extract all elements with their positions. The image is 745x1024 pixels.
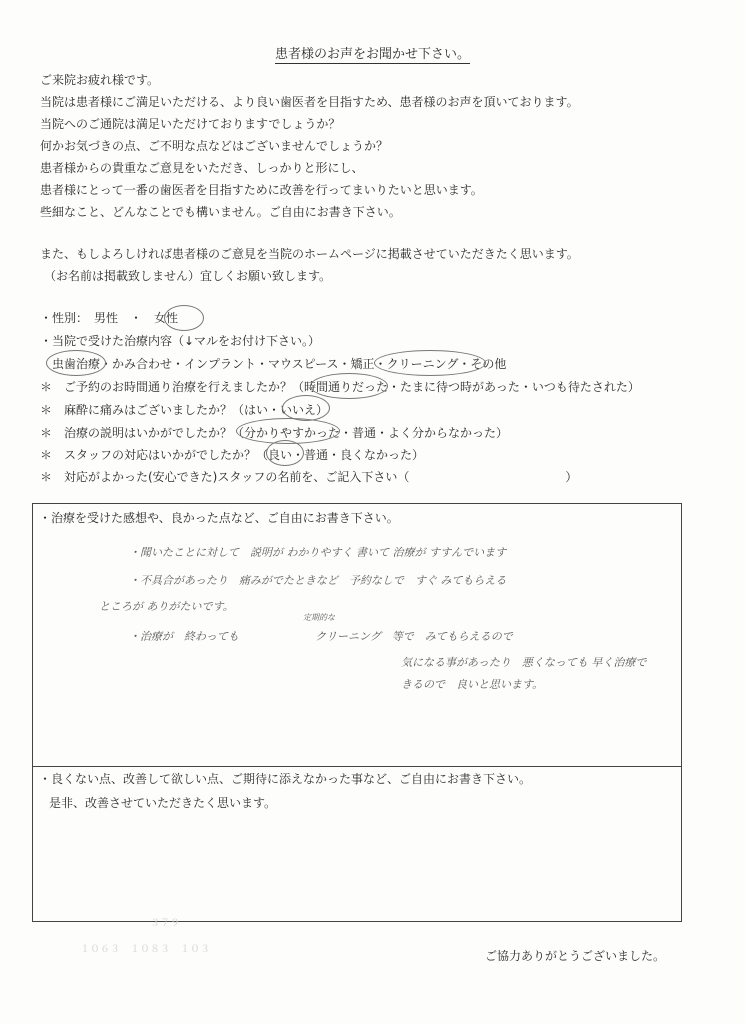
staff-name-question: ＊ 対応がよかった(安心できた)スタッフの名前を、ご記入下さい（ ） — [40, 470, 578, 484]
appointment-question: ＊ ご予約のお時間通り治療を行えましたか？（時間通りだった・たまに待つ時があった・いつも待たされた） — [40, 380, 640, 394]
intro-line-5: 患者様からの貴重なご意見をいただき、しっかりと形にし、 — [40, 161, 364, 175]
intro-line-6: 患者様にとって一番の歯医者を目指すために改善を行ってまいりたいと思います。 — [40, 183, 483, 197]
intro-line-1: ご来院お疲れ様です。 — [40, 73, 160, 87]
handwritten-line: きるので 良いと思います。 — [401, 678, 544, 691]
publish-line-1: また、もしよろしければ患者様のご意見を当院のホームページに掲載させていただきたく思います。 — [40, 247, 579, 261]
handwritten-line: 気になる事があったり 悪くなっても 早く治療で — [401, 656, 647, 669]
handwritten-line: ・不具合があったり 痛みがでたときなど 予約なしで すぐ みてもらえる — [129, 574, 507, 587]
handwritten-line: ところが ありがたいです。 — [99, 600, 234, 613]
appointment-answer-circle — [310, 373, 388, 399]
treatment-circle-cleaning — [374, 350, 486, 376]
gender-answer-circle — [164, 305, 204, 331]
gender-question: ・性別： 男性 ・ 女性 — [40, 311, 179, 325]
intro-line-2: 当院は患者様にご満足いただける、より良い歯医者を目指すため、患者様のお声を頂いております。 — [40, 95, 579, 109]
intro-line-3: 当院へのご通院は満足いただけておりますでしょうか？ — [40, 117, 341, 131]
explanation-question: ＊ 治療の説明はいかがでしたか？（分かりやすかった・普通・よく分からなかった） — [40, 426, 509, 440]
handwritten-note: 定期的な — [303, 613, 335, 622]
treatment-options: 虫歯治療・かみ合わせ・インプラント・マウスピース・矯正・クリーニング・その他 — [52, 357, 507, 371]
faint-show-through-mark: ３７９ — [150, 918, 180, 929]
comment-box-good[interactable] — [32, 503, 682, 767]
staff-answer-circle — [266, 440, 304, 466]
faint-show-through-mark: １０６３ １０８３ １０３ — [80, 944, 210, 955]
closing-thanks: ご協力ありがとうございました。 — [485, 949, 666, 963]
comment-box-good-heading: ・治療を受けた感想や、良かった点など、ご自由にお書き下さい。 — [39, 511, 399, 525]
handwritten-line: クリーニング 等で みてもらえるので — [315, 630, 513, 643]
anesthesia-question: ＊ 麻酔に痛みはございましたか？（はい・いいえ） — [40, 403, 329, 417]
treatment-heading: ・当院で受けた治療内容（↓マルをお付け下さい。） — [40, 334, 321, 348]
comment-box-improve[interactable] — [32, 765, 682, 922]
handwritten-line: ・聞いたことに対して 説明が わかりやすく 書いて 治療が すすんでいます — [129, 546, 507, 559]
comment-box-improve-line-1: ・良くない点、改善して欲しい点、ご期待に添えなかった事など、ご自由にお書き下さい。 — [39, 772, 532, 786]
page-title: 患者様のお声をお聞かせ下さい。 — [274, 47, 470, 62]
staff-question: ＊ スタッフの対応はいかがでしたか？（良い・普通・良くなかった） — [40, 448, 425, 462]
publish-line-2: （お名前は掲載致しません）宜しくお願い致します。 — [44, 269, 332, 283]
comment-box-improve-line-2: 是非、改善させていただきたく思います。 — [49, 796, 277, 810]
treatment-circle-cavity — [46, 350, 106, 376]
intro-line-7: 些細なこと、どんなことでも構いません。ご自由にお書き下さい。 — [40, 205, 401, 219]
handwritten-line: ・治療が 終わっても — [129, 630, 239, 643]
intro-line-4: 何かお気づきの点、ご不明な点などはございませんでしょうか？ — [40, 139, 389, 153]
